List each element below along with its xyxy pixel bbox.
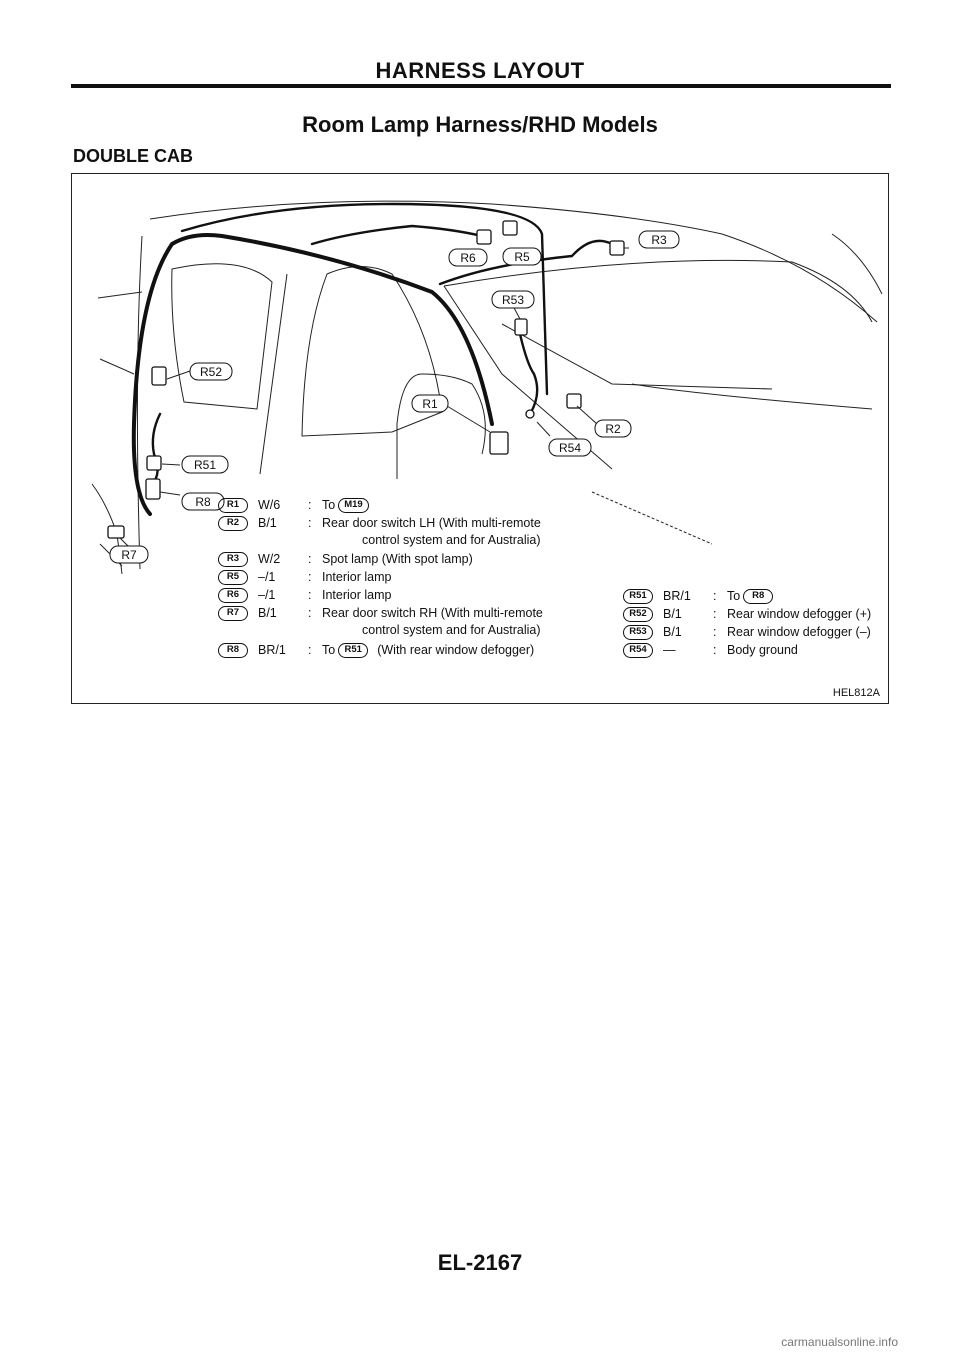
r7-connector bbox=[108, 526, 124, 538]
callout-r52 bbox=[190, 363, 232, 380]
r53-wire bbox=[520, 334, 537, 414]
legend-desc: Rear window defogger (+) bbox=[727, 607, 872, 621]
svg-text:R52: R52 bbox=[199, 365, 223, 379]
legend-row-r1 bbox=[212, 496, 369, 514]
colon: : bbox=[308, 552, 312, 566]
legend-desc: Rear door switch RH (With multi-remote bbox=[322, 606, 543, 620]
callout-r7 bbox=[110, 546, 148, 563]
legend-row-r3 bbox=[212, 550, 473, 568]
wire-spec: BR/1 bbox=[258, 643, 286, 657]
connector-chip: R8 bbox=[218, 643, 248, 658]
connector-chip: R6 bbox=[218, 588, 248, 603]
header-rule bbox=[71, 84, 891, 88]
colon: : bbox=[713, 643, 717, 657]
page-number: EL-2167 bbox=[437, 1250, 523, 1275]
r52-connector bbox=[152, 367, 166, 385]
connector-chip: R7 bbox=[218, 606, 248, 621]
section-title: Room Lamp Harness/RHD Models bbox=[302, 112, 658, 137]
callout-r54 bbox=[549, 439, 591, 456]
callout-r6 bbox=[449, 249, 487, 266]
ref-chip: M19 bbox=[338, 498, 368, 513]
r54-ground-terminal bbox=[526, 410, 534, 418]
r5-connector bbox=[503, 221, 517, 235]
r52-wire bbox=[152, 414, 160, 484]
legend-desc: To bbox=[727, 589, 741, 603]
header-title: HARNESS LAYOUT bbox=[375, 58, 585, 83]
callout-r3 bbox=[639, 231, 679, 248]
harness-figure bbox=[71, 173, 889, 704]
watermark[interactable]: carmanualsonline.info bbox=[781, 1335, 898, 1349]
callout-r2 bbox=[595, 420, 631, 437]
seat-outline bbox=[397, 374, 485, 454]
legend-desc: Body ground bbox=[727, 643, 798, 657]
legend-row-r7-continued: control system and for Australia) bbox=[362, 623, 541, 637]
svg-text:R8: R8 bbox=[195, 495, 211, 509]
figure-id: HEL812A bbox=[832, 687, 880, 699]
legend-row-r2 bbox=[212, 514, 541, 532]
connector-chip: R54 bbox=[623, 643, 653, 658]
legend-row-r53 bbox=[617, 623, 871, 641]
r2-connector bbox=[567, 394, 581, 408]
legend-desc: Spot lamp (With spot lamp) bbox=[322, 552, 473, 566]
subsection-title: DOUBLE CAB bbox=[73, 146, 193, 166]
wire-spec: BR/1 bbox=[663, 589, 691, 603]
legend-desc: To bbox=[322, 643, 336, 657]
colon: : bbox=[713, 589, 717, 603]
wire-spec: –/1 bbox=[258, 588, 276, 602]
ref-chip: R8 bbox=[743, 589, 773, 604]
colon: : bbox=[713, 607, 717, 621]
colon: : bbox=[308, 498, 312, 512]
colon: : bbox=[713, 625, 717, 639]
legend-row-r7 bbox=[212, 604, 543, 622]
connector-chip: R5 bbox=[218, 570, 248, 585]
colon: : bbox=[308, 606, 312, 620]
wire-spec: — bbox=[663, 643, 676, 657]
legend-desc-after: (With rear window defogger) bbox=[377, 643, 535, 657]
wire-spec: W/2 bbox=[258, 552, 281, 566]
r6-connector bbox=[477, 230, 491, 244]
colon: : bbox=[308, 643, 312, 657]
r1-connector bbox=[490, 432, 508, 454]
svg-text:R54: R54 bbox=[558, 441, 582, 455]
wire-spec: –/1 bbox=[258, 570, 276, 584]
legend-desc: Interior lamp bbox=[322, 588, 392, 602]
ref-chip: R51 bbox=[338, 643, 368, 658]
wire-spec: B/1 bbox=[663, 607, 682, 621]
r53-connector bbox=[515, 319, 527, 335]
legend-desc: To bbox=[322, 498, 336, 512]
callout-r51 bbox=[182, 456, 228, 473]
connector-chip: R51 bbox=[623, 589, 653, 604]
legend-row-r6 bbox=[212, 586, 391, 604]
svg-text:R6: R6 bbox=[460, 251, 476, 265]
legend-desc: Rear window defogger (–) bbox=[727, 625, 871, 639]
connector-chip: R53 bbox=[623, 625, 653, 640]
wire-spec: B/1 bbox=[258, 606, 277, 620]
callout-r5 bbox=[503, 248, 541, 265]
colon: : bbox=[308, 570, 312, 584]
legend-row-r52 bbox=[617, 605, 871, 623]
callout-r1 bbox=[412, 395, 448, 412]
legend-row-r54 bbox=[617, 641, 798, 659]
wire-spec: W/6 bbox=[258, 498, 281, 512]
colon: : bbox=[308, 588, 312, 602]
legend-row-r5 bbox=[212, 568, 391, 586]
svg-text:R2: R2 bbox=[605, 422, 621, 436]
r51-connector bbox=[147, 456, 161, 470]
r3-connector bbox=[610, 241, 624, 255]
wire-spec: B/1 bbox=[663, 625, 682, 639]
connector-chip: R52 bbox=[623, 607, 653, 622]
legend-row-r51 bbox=[617, 587, 773, 605]
callout-r53 bbox=[492, 291, 534, 308]
legend-row-r2-continued: control system and for Australia) bbox=[362, 533, 541, 547]
connector-chip: R2 bbox=[218, 516, 248, 531]
svg-text:R7: R7 bbox=[121, 548, 137, 562]
connector-chip: R3 bbox=[218, 552, 248, 567]
rear-window bbox=[172, 264, 272, 409]
legend-row-r8 bbox=[212, 641, 534, 659]
interior-lamp-wire bbox=[312, 226, 482, 244]
svg-text:R53: R53 bbox=[501, 293, 525, 307]
svg-text:R1: R1 bbox=[422, 397, 438, 411]
svg-text:R3: R3 bbox=[651, 233, 667, 247]
svg-text:R5: R5 bbox=[514, 250, 530, 264]
connector-chip: R1 bbox=[218, 498, 248, 513]
svg-text:R51: R51 bbox=[193, 458, 217, 472]
r8-connector bbox=[146, 479, 160, 499]
colon: : bbox=[308, 516, 312, 530]
legend-desc: Interior lamp bbox=[322, 570, 392, 584]
wire-spec: B/1 bbox=[258, 516, 277, 530]
legend-desc: Rear door switch LH (With multi-remote bbox=[322, 516, 541, 530]
